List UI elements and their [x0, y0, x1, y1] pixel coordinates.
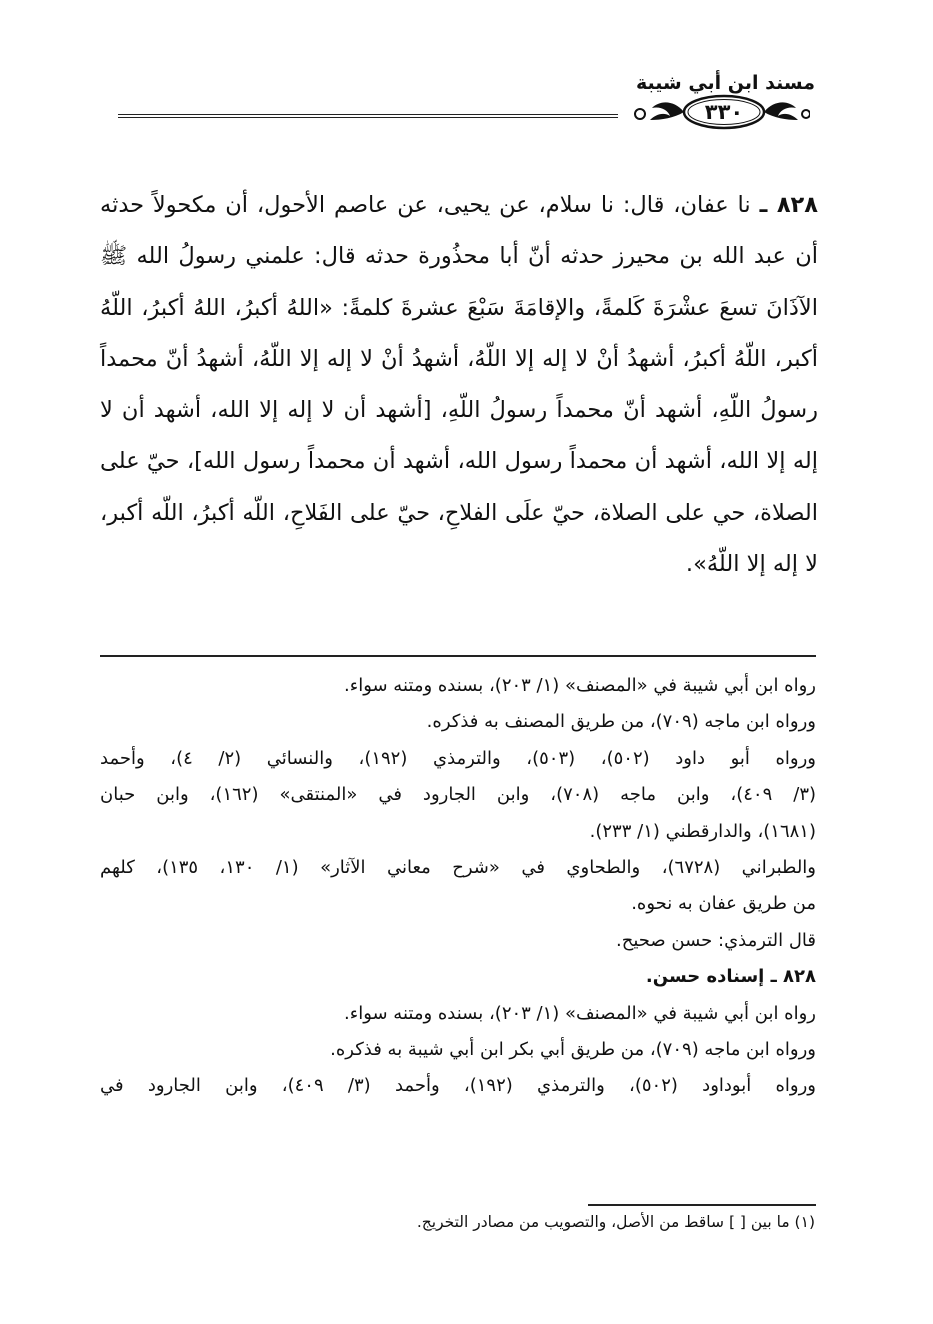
note-line: رواه ابن أبي شيبة في «المصنف» (١/ ٢٠٣)، بسنده ومتنه سواء.: [344, 675, 816, 696]
note-line: ورواه ابن ماجه (٧٠٩)، من طريق أبي بكر ابن أبي شيبة به فذكره.: [330, 1039, 816, 1061]
note-heading: ٨٢٨ ـ إسناده حسن.: [645, 966, 816, 988]
note-line: ورواه أبو داود (٥٠٢)، (٥٠٣)، والترمذي (١٩٢)، والنسائي (٢/ ٤)، وأحمد: [100, 747, 816, 769]
note-line: قال الترمذي: حسن صحيح.: [616, 929, 816, 951]
note-line: من طريق عفان به نحوه.: [631, 893, 816, 915]
note-line: (١٦٨١)، والدارقطني (١/ ٢٣٣).: [589, 820, 816, 842]
hadith-body: نا عفان، قال: نا سلام، عن يحيى، عن عاصم الأحول، أن مكحولاً حدثه أن عبد الله بن محيرز حدثه أنّ أبا محذُورة حدثه قال: علمني رسولُ الله ﷺ الآذَانَ تسعَ عشْرَةَ كَلمةً، والإقامَةَ سَبْعَ عشرةَ كلمةً: «اللهُ أكبرُ، اللهُ أكبرُ، اللّهُ أكبر، اللّهُ أكبرُ، أشهدُ أنْ لا إله إلا اللّهُ، أشهدُ أنْ لا إله إلا اللّهُ، أشهدُ أنّ محمداً رسولُ اللّهِ، أشهد أنّ محمداً رسولُ اللّهِ، [أشهد أن لا إله إلا الله، أشهد أن لا إله إلا الله، أشهد أن محمداً رسول الله، أشهد أن محمداً رسول الله]، حيّ على الصلاة، حي على الصلاة، حيّ علَى الفلاحِ، حيّ على الفَلاحِ، اللّه أكبرُ، اللّه أكبر، لا إله إلا اللّهُ».: [100, 192, 818, 578]
header-rule: [118, 114, 618, 118]
page-number: ٣٣٠: [704, 100, 744, 124]
takhrij-notes: [100, 668, 816, 1105]
note-line: ورواه أبوداود (٥٠٢)، والترمذي (١٩٢)، وأحمد (٣/ ٤٠٩)، وابن الجارود في: [100, 1075, 816, 1097]
footnote: (١) ما بين [ ] ساقط من الأصل، والتصويب من مصادر التخريج.: [416, 1213, 815, 1231]
note-line: (٣/ ٤٠٩)، وابن ماجه (٧٠٨)، وابن الجارود في «المنتقى» (١٦٢)، وابن حبان: [100, 784, 817, 806]
running-title: مسند ابن أبي شيبة: [635, 72, 815, 94]
note-line: ورواه ابن ماجه (٧٠٩)، من طريق المصنف به فذكره.: [426, 711, 816, 733]
notes-separator: [100, 655, 816, 657]
note-line: والطبراني (٦٧٢٨)، والطحاوي في «شرح معاني الآثار» (١/ ١٣٠، ١٣٥)، كلهم: [100, 857, 816, 879]
hadith-text: [100, 180, 818, 590]
hadith-number: ٨٢٨ ـ: [759, 192, 819, 218]
note-line: رواه ابن أبي شيبة في «المصنف» (١/ ٢٠٣)، بسنده ومتنه سواء.: [344, 1002, 816, 1024]
footnote-separator: [588, 1204, 816, 1206]
